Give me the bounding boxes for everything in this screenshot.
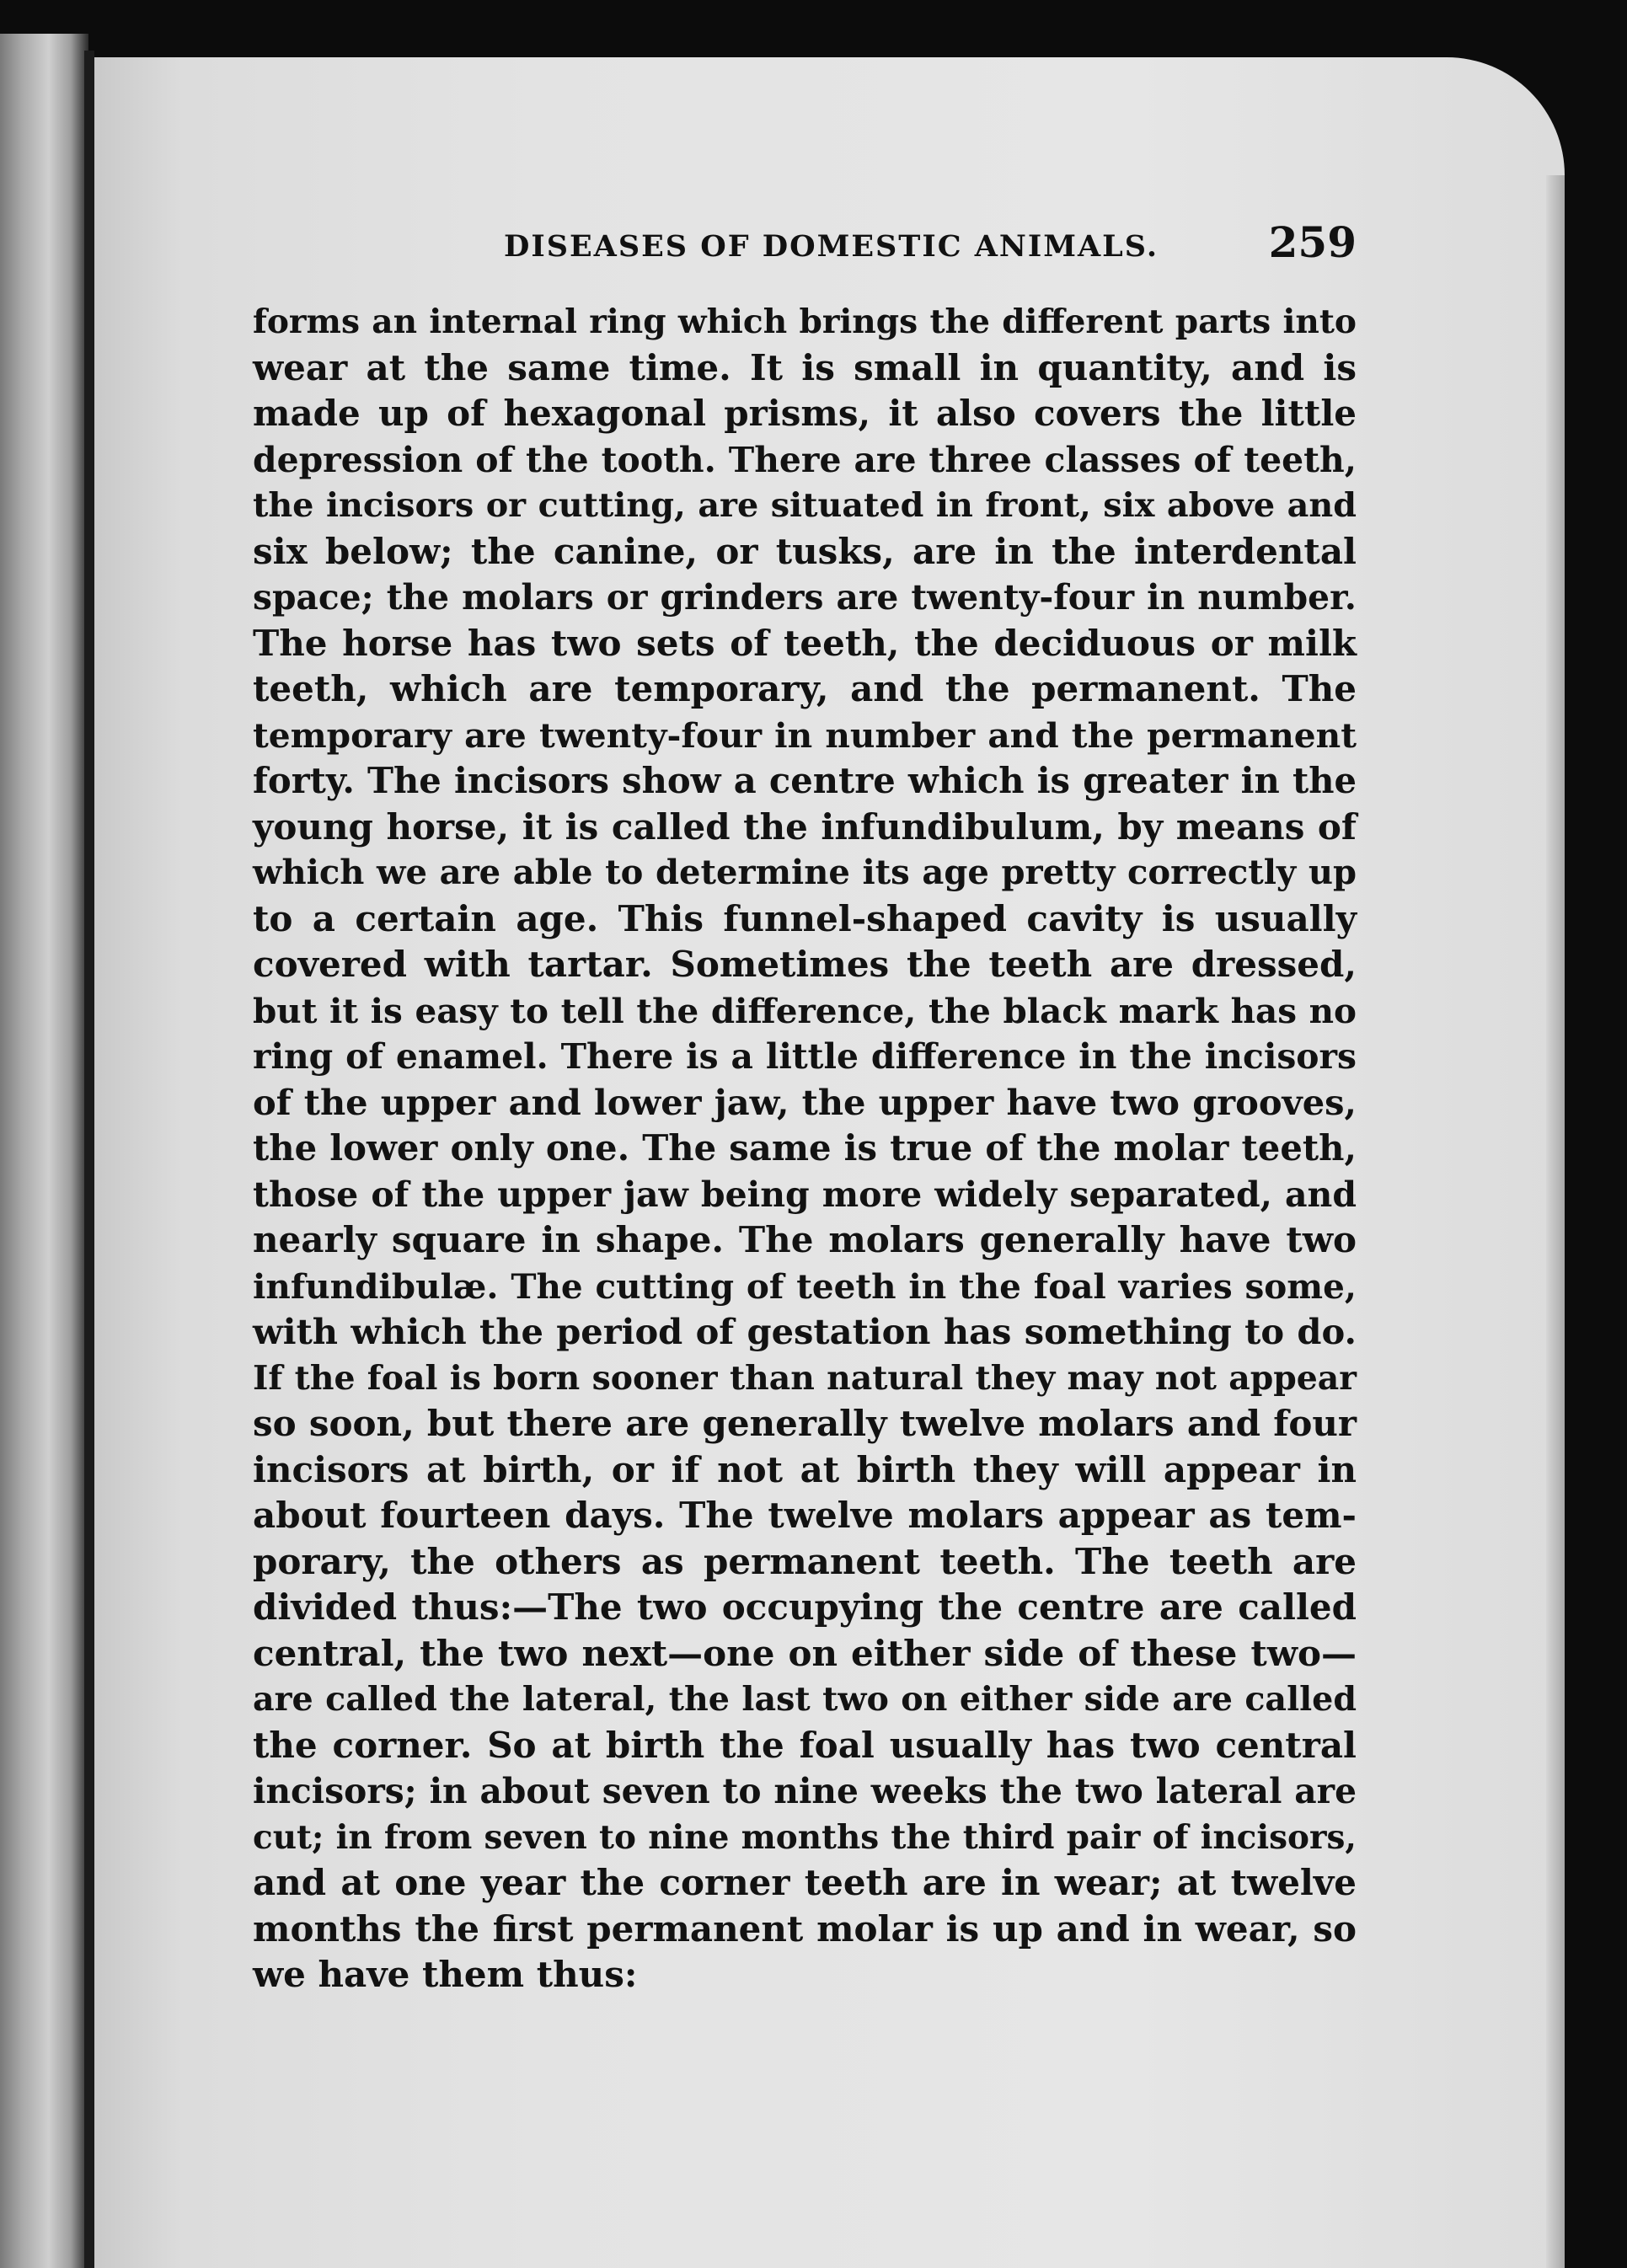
text-line: those of the upper jaw being more widely separated, and — [253, 1174, 1357, 1215]
text-line: about fourteen days. The twelve molars appear as tem- — [253, 1495, 1357, 1536]
text-line: young horse, it is called the infundibulum, by means of — [253, 805, 1357, 848]
book-spine-shadow — [84, 51, 94, 2268]
text-line: space; the molars or grinders are twenty-four in number. — [253, 577, 1357, 618]
text-line: porary, the others as permanent teeth. The teeth are — [253, 1540, 1357, 1582]
text-line: of the upper and lower jaw, the upper have two grooves, — [253, 1081, 1357, 1123]
text-line: the lower only one. The same is true of the molar teeth, — [253, 1127, 1357, 1169]
text-line: months the first permanent molar is up and in wear, so — [253, 1907, 1357, 1950]
text-line: to a certain age. This funnel-shaped cavity is usually — [253, 897, 1357, 939]
text-line: forms an internal ring which brings the different parts into — [253, 302, 1357, 341]
text-line: divided thus:—The two occupying the centre are called — [253, 1586, 1357, 1628]
text-line: the corner. So at birth the foal usually has two central — [253, 1724, 1357, 1766]
text-line: are called the lateral, the last two on either side are called — [253, 1680, 1357, 1719]
adjacent-page-edge — [0, 34, 88, 2268]
text-line: but it is easy to tell the difference, the black mark has no — [253, 990, 1357, 1031]
text-line: which we are able to determine its age pretty correctly up — [253, 853, 1357, 892]
text-line: and at one year the corner teeth are in wear; at twelve — [253, 1862, 1357, 1903]
text-line: so soon, but there are generally twelve molars and four — [253, 1403, 1357, 1444]
text-line: six below; the canine, or tusks, are in the interdental — [253, 530, 1357, 572]
text-line: wear at the same time. It is small in quantity, and is — [253, 346, 1357, 388]
text-line: The horse has two sets of teeth, the deciduous or milk — [253, 622, 1357, 664]
text-line: with which the period of gestation has something to do. — [253, 1311, 1357, 1352]
text-line: teeth, which are temporary, and the permanent. The — [253, 668, 1357, 709]
page-number: 259 — [1268, 217, 1357, 267]
text-line: incisors; in about seven to nine weeks the two lateral are — [253, 1771, 1357, 1811]
text-line: depression of the tooth. There are three classes of teeth, — [253, 439, 1357, 480]
text-line: covered with tartar. Sometimes the teeth are dressed, — [253, 944, 1357, 985]
text-line: we have them thus: — [253, 1954, 638, 1995]
text-line: made up of hexagonal prisms, it also covers the little — [253, 393, 1357, 434]
text-line: If the foal is born sooner than natural they may not appear — [253, 1358, 1357, 1398]
text-line: temporary are twenty-four in number and the permanent — [253, 714, 1357, 756]
text-line: infundibulæ. The cutting of teeth in the foal varies some, — [253, 1265, 1357, 1307]
page-edge — [1546, 175, 1565, 2268]
text-line: cut; in from seven to nine months the third pair of incisors, — [253, 1817, 1357, 1857]
text-line: forty. The incisors show a centre which is greater in the — [253, 760, 1357, 801]
text-line: the incisors or cutting, are situated in front, six above and — [253, 486, 1357, 525]
body-text — [253, 299, 1357, 1998]
running-title: DISEASES OF DOMESTIC ANIMALS. — [504, 229, 1159, 264]
text-line: nearly square in shape. The molars generally have two — [253, 1219, 1357, 1260]
page-header — [411, 217, 1357, 276]
text-line: ring of enamel. There is a little difference in the incisors — [253, 1036, 1357, 1077]
text-line: incisors at birth, or if not at birth they will appear in — [253, 1448, 1357, 1490]
text-line: central, the two next—one on either side of these two— — [253, 1632, 1357, 1674]
